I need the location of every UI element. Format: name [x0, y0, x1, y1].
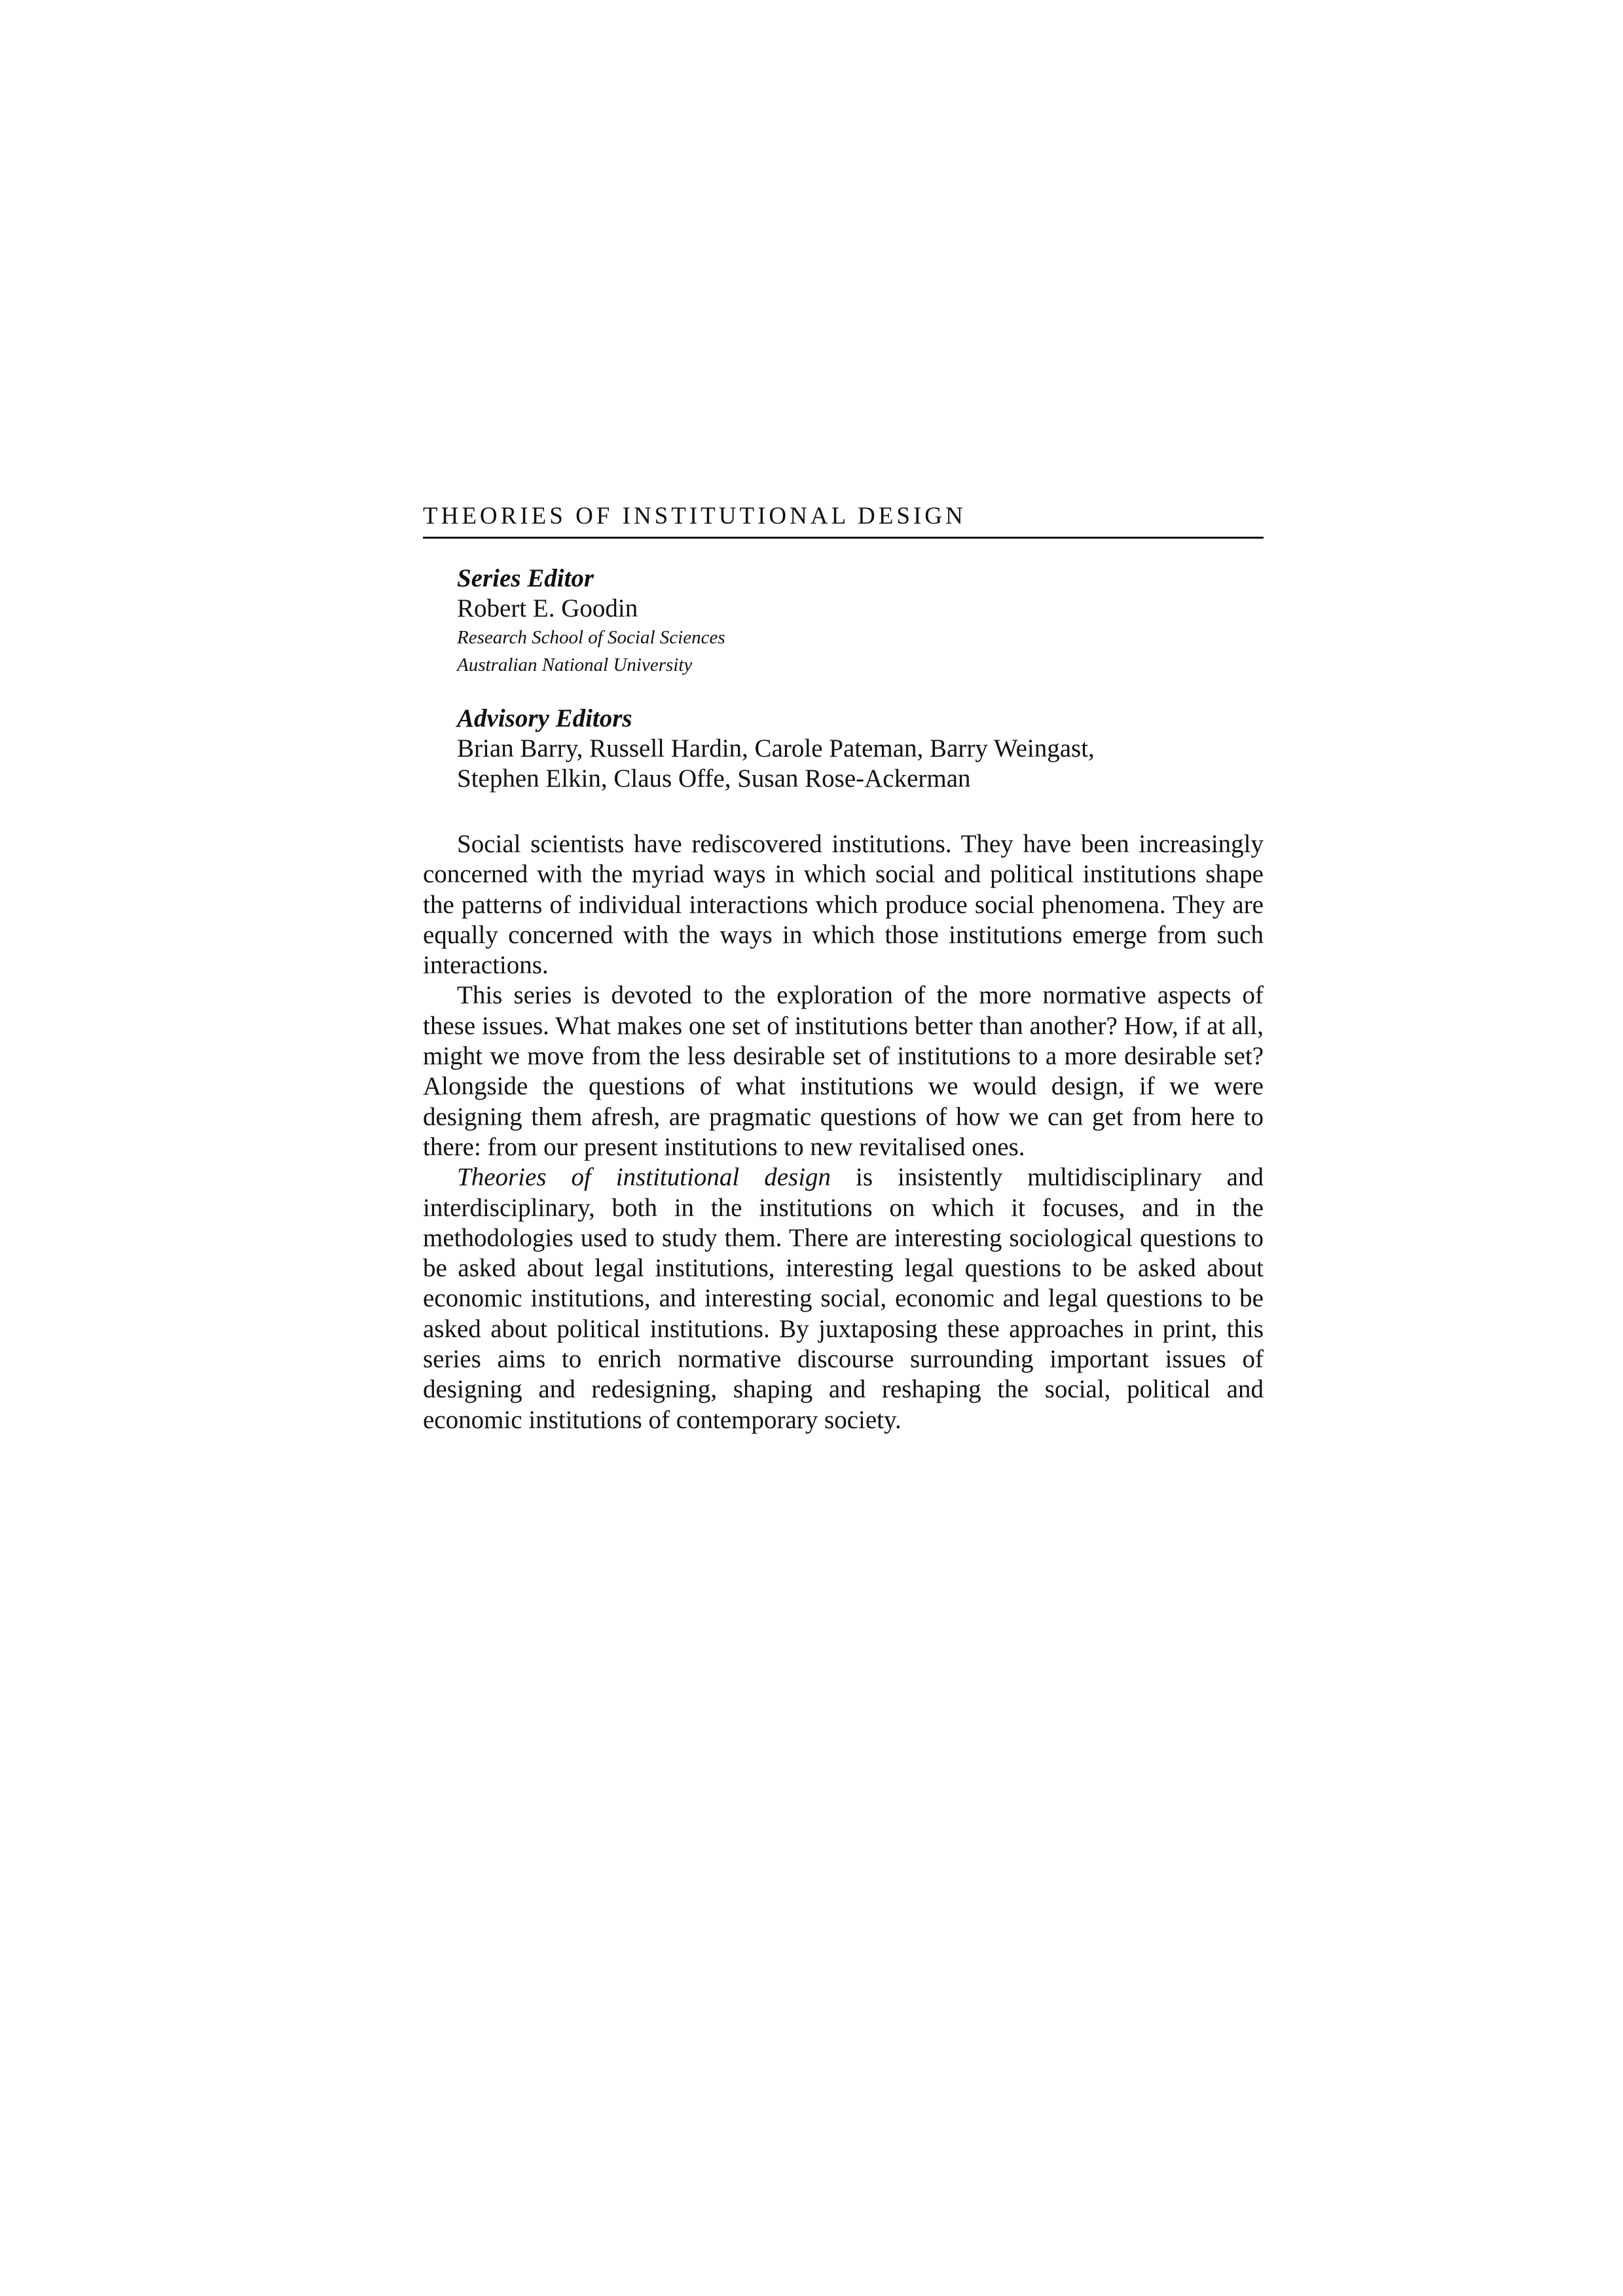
- title-rule: [423, 537, 1264, 539]
- series-editor-heading: Series Editor: [457, 564, 594, 592]
- paragraph-1: Social scientists have rediscovered institutions. They have been increasingly concerned with the myriad ways in which social and political institutions shape the patterns of individual interactions which produce social phenomena. They are equally concerned with the ways in which those institutions emerge from such interactions.: [423, 830, 1264, 980]
- series-editor-group: [457, 564, 1264, 679]
- series-title: THEORIES OF INSTITUTIONAL DESIGN: [423, 503, 966, 529]
- paragraph-3: [423, 1162, 1264, 1435]
- series-page: [423, 497, 1264, 1435]
- advisory-editors-group: [457, 704, 1264, 794]
- advisory-editors-line-1: Brian Barry, Russell Hardin, Carole Pateman, Barry Weingast,: [457, 734, 1095, 762]
- series-editor-affiliation-1: Research School of Social Sciences: [457, 627, 725, 648]
- editors-section: [457, 564, 1264, 794]
- advisory-editors-heading: Advisory Editors: [457, 704, 632, 732]
- paragraph-3-text: is insistently multidisciplinary and interdisciplinary, both in the institutions on which it focuses, and in the methodologies used to study them. There are interesting sociological questions to be asked about legal institutions, interesting legal questions to be asked about economic institutions, and interesting social, economic and legal questions to be asked about political institutions. By juxtaposing these approaches in print, this series aims to enrich normative discourse surrounding important issues of designing and redesigning, shaping and reshaping the social, political and economic institutions of contemporary society.: [423, 1163, 1264, 1434]
- paragraph-2: This series is devoted to the exploration of the more normative aspects of these issues. What makes one set of institutions better than another? How, if at all, might we move from the less desirable set of institutions to a more desirable set? Alongside the questions of what institutions we would design, if we were designing them afresh, are pragmatic questions of how we can get from here to there: from our present institutions to new revitalised ones.: [423, 981, 1264, 1161]
- series-description: [423, 829, 1264, 1435]
- series-editor-name: Robert E. Goodin: [457, 594, 638, 622]
- advisory-editors-line-2: Stephen Elkin, Claus Offe, Susan Rose-Ackerman: [457, 764, 971, 793]
- series-name-italic: Theories of institutional design: [457, 1163, 831, 1192]
- series-editor-affiliation-2: Australian National University: [457, 655, 693, 675]
